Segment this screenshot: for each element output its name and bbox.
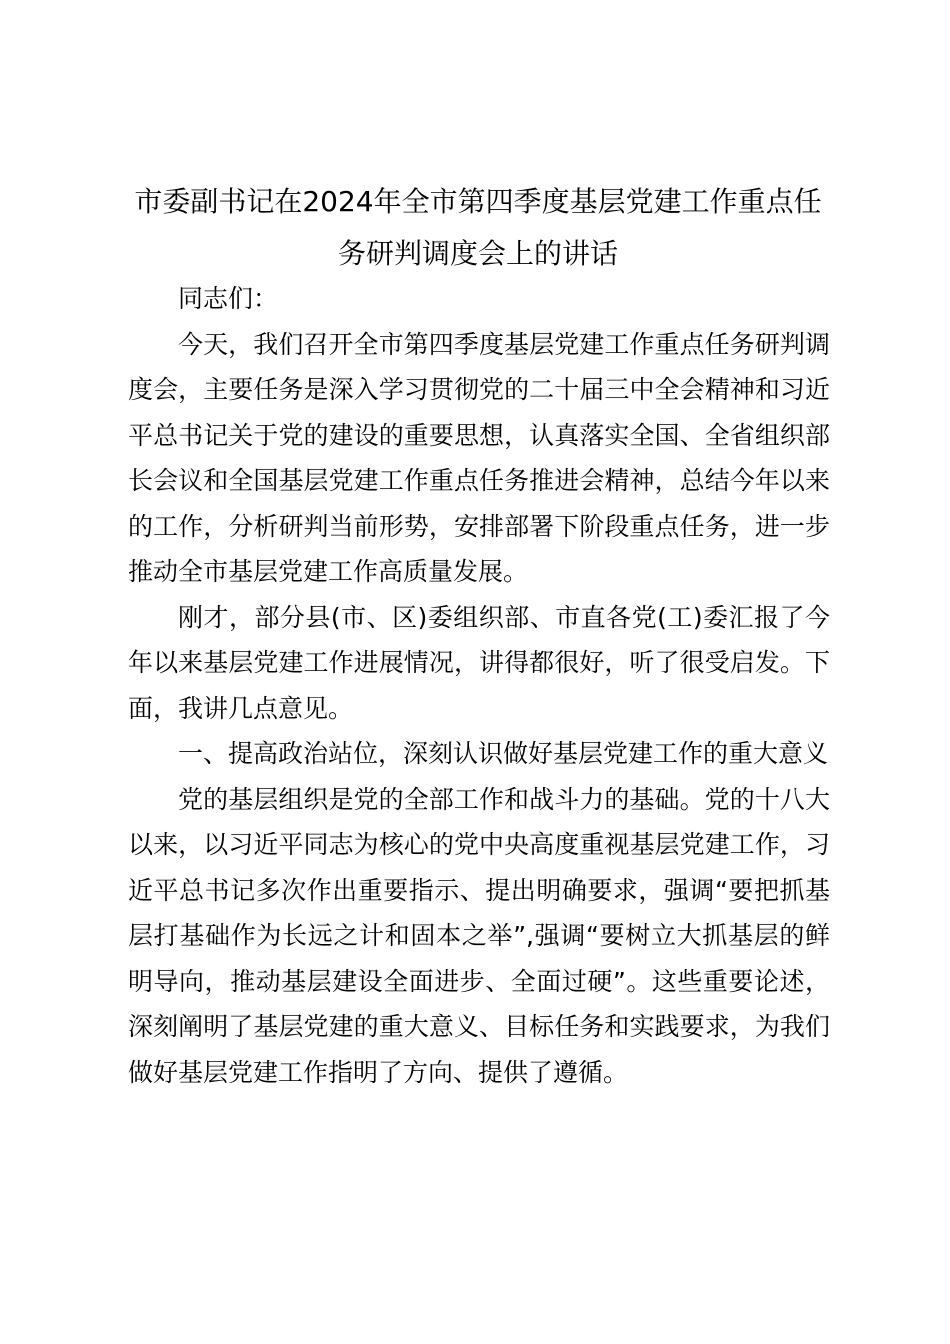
section-1-paragraph: 党的基层组织是党的全部工作和战斗力的基础。党的十八大以来，以习近平同志为核心的党中央高度重视基层党建工作，习近平总书记多次作出重要指示、提出明确要求，强调“要把抓基层打基础作为长远之计和固本之举”,强调“要树立大抓基层的鲜明导向，推动基层建设全面进步、全面过硬”。这些重要论述，深刻阐明了基层党建的重大意义、目标任务和实践要求，为我们做好基层党建工作指明了方向、提供了遵循。 bbox=[128, 784, 830, 1087]
document-title: 市委副书记在2024年全市第四季度基层党建工作重点任务研判调度会上的讲话 bbox=[134, 185, 822, 270]
document-body bbox=[128, 276, 830, 1095]
intro-paragraph: 今天，我们召开全市第四季度基层党建工作重点任务研判调度会，主要任务是深入学习贯彻党的二十届三中全会精神和习近平总书记关于党的建设的重要思想，认真落实全国、全省组织部长会议和全国基层党建工作重点任务推进会精神，总结今年以来的工作，分析研判当前形势，安排部署下阶段重点任务，进一步推动全市基层党建工作高质量发展。 bbox=[128, 329, 830, 586]
context-paragraph: 刚才，部分县(市、区)委组织部、市直各党(工)委汇报了今年以来基层党建工作进展情况，讲得都很好，听了很受启发。下面，我讲几点意见。 bbox=[128, 602, 830, 723]
section-heading-1: 一、提高政治站位，深刻认识做好基层党建工作的重大意义 bbox=[178, 739, 829, 768]
salutation-paragraph: 同志们： bbox=[178, 284, 279, 313]
